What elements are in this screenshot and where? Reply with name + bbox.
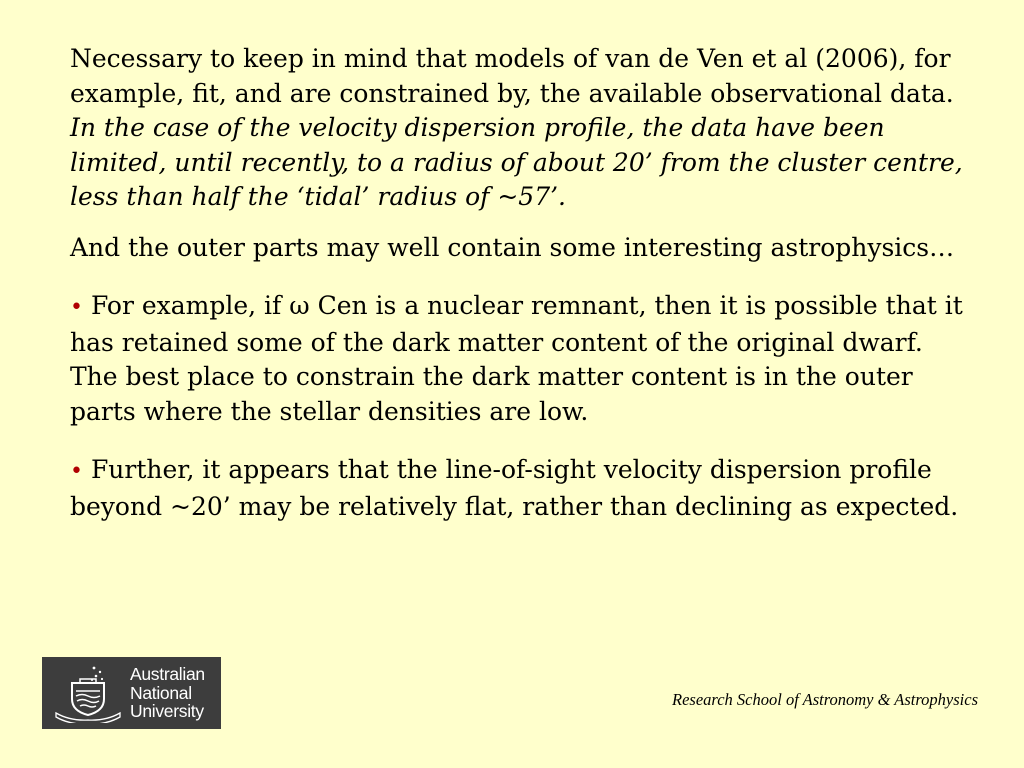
paragraph-models-note-text: Necessary to keep in mind that models of van de Ven et al (2006), for example, fit, and are constrained by, the available observational data. [70, 44, 954, 108]
logo-line-australian: Australian [130, 664, 205, 684]
paragraph-velocity-dispersion-italic: In the case of the velocity dispersion profile, the data have been limited, until recently, to a radius of about 20’ from the cluster centre, less than half the ‘tidal’ radius of ~57’. [70, 113, 963, 211]
bullet-item-velocity-profile [70, 453, 975, 524]
bullet-item-dark-matter [70, 289, 975, 429]
anu-logo-wordmark [130, 665, 205, 721]
bullet-item-dark-matter-text: For example, if ω Cen is a nuclear remnant, then it is possible that it has retained some of the dark matter content of the original dwarf. The best place to constrain the dark matter content is in the outer parts where the stellar densities are low. [70, 291, 963, 426]
paragraph-models-note [70, 42, 975, 215]
bullet-icon: • [70, 459, 83, 484]
logo-line-national: National [130, 682, 192, 703]
bullet-icon: • [70, 295, 83, 320]
anu-logo [42, 657, 221, 729]
bullet-item-velocity-profile-text: Further, it appears that the line-of-sight velocity dispersion profile beyond ~20’ may be relatively flat, rather than declining as expected. [70, 455, 959, 521]
anu-crest-icon [50, 663, 126, 723]
footer-school-name: Research School of Astronomy & Astrophysics [672, 690, 978, 709]
paragraph-outer-parts: And the outer parts may well contain some interesting astrophysics… [70, 232, 955, 262]
slide-body [70, 42, 975, 524]
logo-line-university: University [130, 701, 204, 721]
